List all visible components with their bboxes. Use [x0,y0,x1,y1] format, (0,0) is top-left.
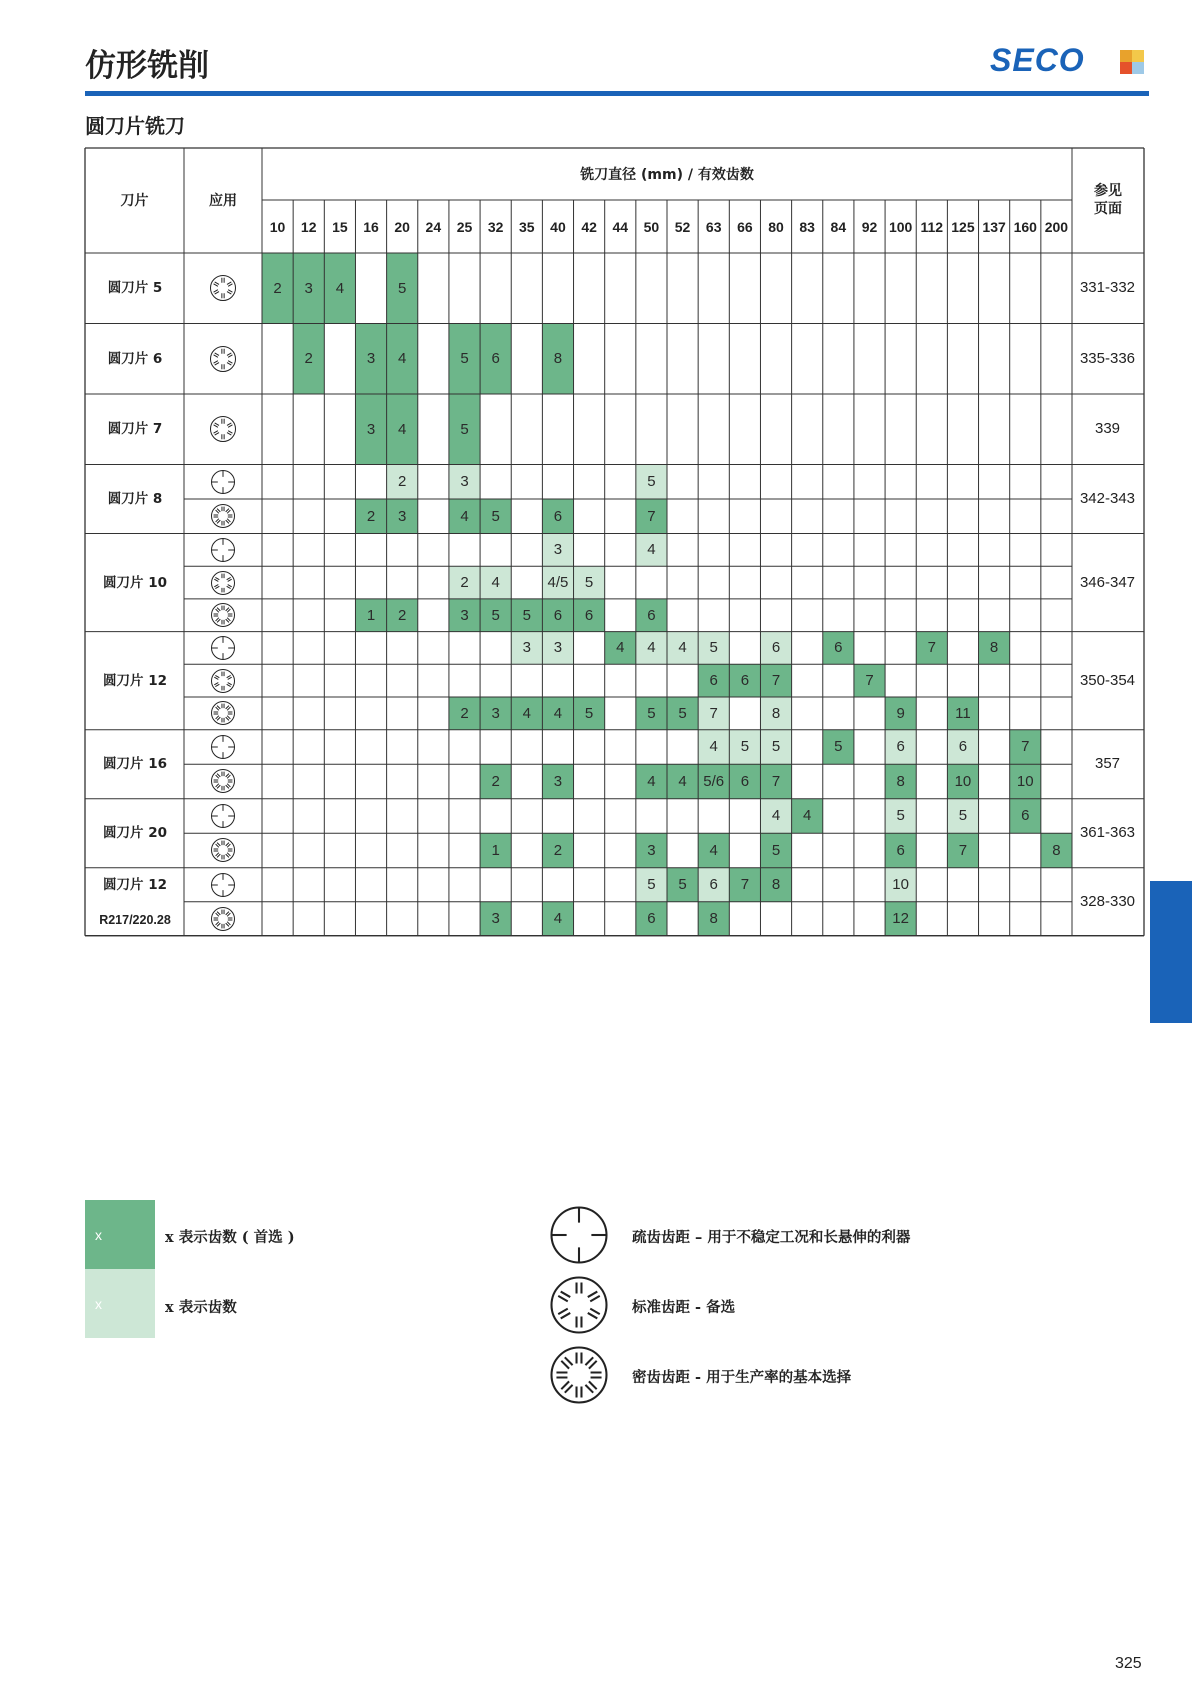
teeth-cell: 2 [542,833,573,868]
reference-page: 350-354 [1079,671,1136,689]
coarse-pitch-icon [550,1206,608,1268]
teeth-cell: 2 [480,764,511,799]
teeth-cell: 4 [449,499,480,534]
logo-text: SECO [990,42,1085,78]
teeth-cell: 7 [760,664,791,697]
reference-page: 357 [1094,755,1121,773]
legend-standard-text: 标准齿距 - 备选 [632,1299,736,1316]
teeth-cell: 2 [262,253,293,324]
reference-page: 328-330 [1079,892,1136,910]
teeth-cell: 3 [355,324,386,395]
diameter-header: 24 [425,219,442,235]
teeth-cell: 4 [698,730,729,765]
teeth-cell: 6 [636,902,667,936]
page-title: 仿形铣削 [85,48,209,84]
coarse-pitch-icon [210,537,236,567]
teeth-cell: 7 [1010,730,1041,765]
teeth-cell: 4 [324,253,355,324]
fine-pitch-icon [210,768,236,798]
teeth-cell: 10 [1010,764,1041,799]
teeth-cell: 5 [823,730,854,765]
teeth-cell: 5 [760,730,791,765]
teeth-cell: 4 [667,764,698,799]
teeth-cell: 6 [729,764,760,799]
insert-label: 圆刀片 6 [107,350,163,367]
legend-light-text: x 表示齿数 [165,1299,237,1316]
diameter-header: 15 [332,219,348,235]
section-title: 圆刀片铣刀 [85,114,185,138]
teeth-cell: 5 [947,799,978,834]
diameter-header: 66 [737,219,753,235]
teeth-cell: 4 [542,902,573,936]
teeth-cell: 5 [729,730,760,765]
teeth-cell: 1 [480,833,511,868]
diameter-header: 83 [799,219,815,235]
fine-pitch-icon [550,1346,608,1408]
standard-pitch-icon [209,415,237,447]
coarse-pitch-icon [210,635,236,665]
header-reference: 参见 页面 [1094,183,1122,217]
standard-pitch-icon [209,345,237,377]
teeth-cell: 7 [636,499,667,534]
reference-page: 331-332 [1079,279,1136,297]
teeth-cell: 3 [449,599,480,632]
teeth-cell: 4 [542,697,573,730]
fine-pitch-icon [210,700,236,730]
teeth-cell: 2 [449,566,480,599]
legend-coarse-text: 疏齿齿距 – 用于不稳定工况和长悬伸的利器 [632,1229,911,1246]
teeth-cell: 5 [760,833,791,868]
teeth-cell: 4 [636,764,667,799]
logo-mark-icon [1120,50,1144,74]
header-diameter: 铣刀直径 (mm) / 有效齿数 [580,167,754,183]
diameter-header: 160 [1013,219,1037,235]
teeth-cell: 3 [480,902,511,936]
teeth-cell: 5 [885,799,916,834]
diameter-header: 112 [920,219,944,235]
teeth-cell: 4/5 [542,566,573,599]
teeth-cell: 4 [480,566,511,599]
teeth-cell: 5 [636,697,667,730]
diameter-header: 42 [581,219,597,235]
teeth-cell: 7 [916,632,947,665]
diameter-header: 25 [456,219,473,235]
header-application: 应用 [209,193,237,209]
teeth-cell: 4 [698,833,729,868]
diameter-header: 50 [643,219,660,235]
teeth-cell: 2 [387,465,418,500]
diameter-header: 44 [612,219,629,235]
coarse-pitch-icon [210,469,236,499]
teeth-cell: 5 [449,394,480,465]
teeth-cell: 5 [636,465,667,500]
teeth-cell: 7 [698,697,729,730]
teeth-cell: 6 [1010,799,1041,834]
teeth-cell: 8 [698,902,729,936]
diameter-header: 200 [1044,219,1069,235]
teeth-cell: 5 [667,697,698,730]
diameter-header: 84 [830,219,847,235]
teeth-cell: 3 [355,394,386,465]
reference-page: 342-343 [1079,490,1136,507]
standard-pitch-icon [210,570,236,600]
insert-label: 圆刀片 10 [103,574,167,591]
coarse-pitch-icon [210,803,236,833]
standard-pitch-icon [210,668,236,698]
teeth-cell: 6 [760,632,791,665]
fine-pitch-icon [210,602,236,632]
diameter-header: 80 [768,219,784,235]
insert-label: 圆刀片 8 [107,491,163,507]
teeth-cell: 5 [574,697,605,730]
teeth-cell: 4 [511,697,542,730]
teeth-cell: 6 [823,632,854,665]
teeth-cell: 5 [574,566,605,599]
teeth-cell: 2 [387,599,418,632]
teeth-cell: 3 [293,253,324,324]
teeth-cell: 4 [387,394,418,465]
teeth-cell: 5 [387,253,418,324]
teeth-cell: 5 [636,868,667,902]
coarse-pitch-icon [210,872,236,902]
diameter-header: 137 [982,219,1006,235]
teeth-cell: 3 [636,833,667,868]
reference-page: 339 [1094,420,1121,438]
teeth-cell: 6 [542,499,573,534]
teeth-cell: 9 [885,697,916,730]
diameter-header: 20 [394,219,410,235]
reference-page: 335-336 [1079,349,1136,367]
teeth-cell: 3 [387,499,418,534]
legend-light-swatch [85,1269,155,1338]
insert-label-secondary: R217/220.28 [99,912,171,927]
teeth-cell: 3 [542,632,573,665]
teeth-cell: 3 [542,534,573,567]
teeth-cell: 8 [979,632,1010,665]
teeth-cell: 4 [667,632,698,665]
teeth-cell: 2 [355,499,386,534]
insert-label: 圆刀片 20 [103,825,167,842]
teeth-cell: 5 [480,499,511,534]
teeth-cell: 8 [1041,833,1072,868]
teeth-cell: 3 [449,465,480,500]
diameter-header: 100 [888,219,913,235]
diameter-header: 92 [861,219,878,235]
teeth-cell: 2 [449,697,480,730]
teeth-cell: 12 [885,902,916,936]
teeth-cell: 8 [542,324,573,395]
teeth-cell: 4 [636,534,667,567]
teeth-cell: 5 [698,632,729,665]
teeth-cell: 7 [729,868,760,902]
teeth-cell: 5 [667,868,698,902]
teeth-cell: 7 [854,664,885,697]
diameter-header: 32 [487,219,504,235]
diameter-header: 12 [300,219,317,235]
teeth-cell: 6 [574,599,605,632]
insert-label: 圆刀片 12 [103,672,167,689]
teeth-cell: 6 [542,599,573,632]
teeth-cell: 2 [293,324,324,395]
teeth-cell: 5 [449,324,480,395]
header-insert: 刀片 [120,193,149,209]
teeth-cell: 4 [636,632,667,665]
teeth-cell: 6 [947,730,978,765]
teeth-cell: 5 [480,599,511,632]
header-rule [85,91,1149,96]
insert-label: 圆刀片 7 [107,421,163,438]
teeth-cell: 4 [760,799,791,834]
fine-pitch-icon [210,503,236,533]
diameter-header: 63 [705,219,722,235]
reference-page: 346-347 [1079,573,1136,591]
diameter-header: 16 [363,219,379,235]
legend-light-marker: x [95,1295,102,1312]
coarse-pitch-icon [210,734,236,764]
insert-label: 圆刀片 16 [103,756,167,773]
teeth-cell: 6 [698,868,729,902]
diameter-header: 10 [269,219,286,235]
insert-label: 圆刀片 12 [103,876,167,893]
diameter-header: 52 [674,219,691,235]
teeth-cell: 4 [792,799,823,834]
side-tab [1150,881,1192,1023]
teeth-cell: 10 [947,764,978,799]
standard-pitch-icon [550,1276,608,1338]
teeth-cell: 4 [387,324,418,395]
legend-dark-swatch [85,1200,155,1269]
teeth-cell: 7 [760,764,791,799]
legend-fine-text: 密齿齿距 - 用于生产率的基本选择 [632,1369,852,1386]
teeth-cell: 10 [885,868,916,902]
diameter-header: 125 [951,219,975,235]
fine-pitch-icon [210,837,236,867]
teeth-cell: 5 [511,599,542,632]
teeth-cell: 11 [947,697,978,730]
teeth-cell: 7 [947,833,978,868]
teeth-cell: 3 [480,697,511,730]
legend-dark-text: x 表示齿数 ( 首选 ) [165,1229,295,1246]
insert-label: 圆刀片 5 [107,280,163,297]
teeth-cell: 8 [760,697,791,730]
teeth-cell: 3 [542,764,573,799]
teeth-cell: 6 [729,664,760,697]
diameter-header: 40 [550,219,566,235]
teeth-cell: 5/6 [698,764,729,799]
teeth-cell: 6 [636,599,667,632]
standard-pitch-icon [209,274,237,306]
legend-dark-marker: x [95,1226,102,1243]
teeth-cell: 6 [885,833,916,868]
teeth-cell: 1 [355,599,386,632]
diameter-header: 35 [519,219,535,235]
teeth-cell: 3 [511,632,542,665]
teeth-cell: 6 [480,324,511,395]
teeth-cell: 6 [885,730,916,765]
teeth-cell: 8 [760,868,791,902]
teeth-cell: 4 [605,632,636,665]
reference-page: 361-363 [1079,824,1136,842]
teeth-cell: 6 [698,664,729,697]
fine-pitch-icon [210,906,236,936]
teeth-cell: 8 [885,764,916,799]
page-number: 325 [1115,1655,1142,1672]
